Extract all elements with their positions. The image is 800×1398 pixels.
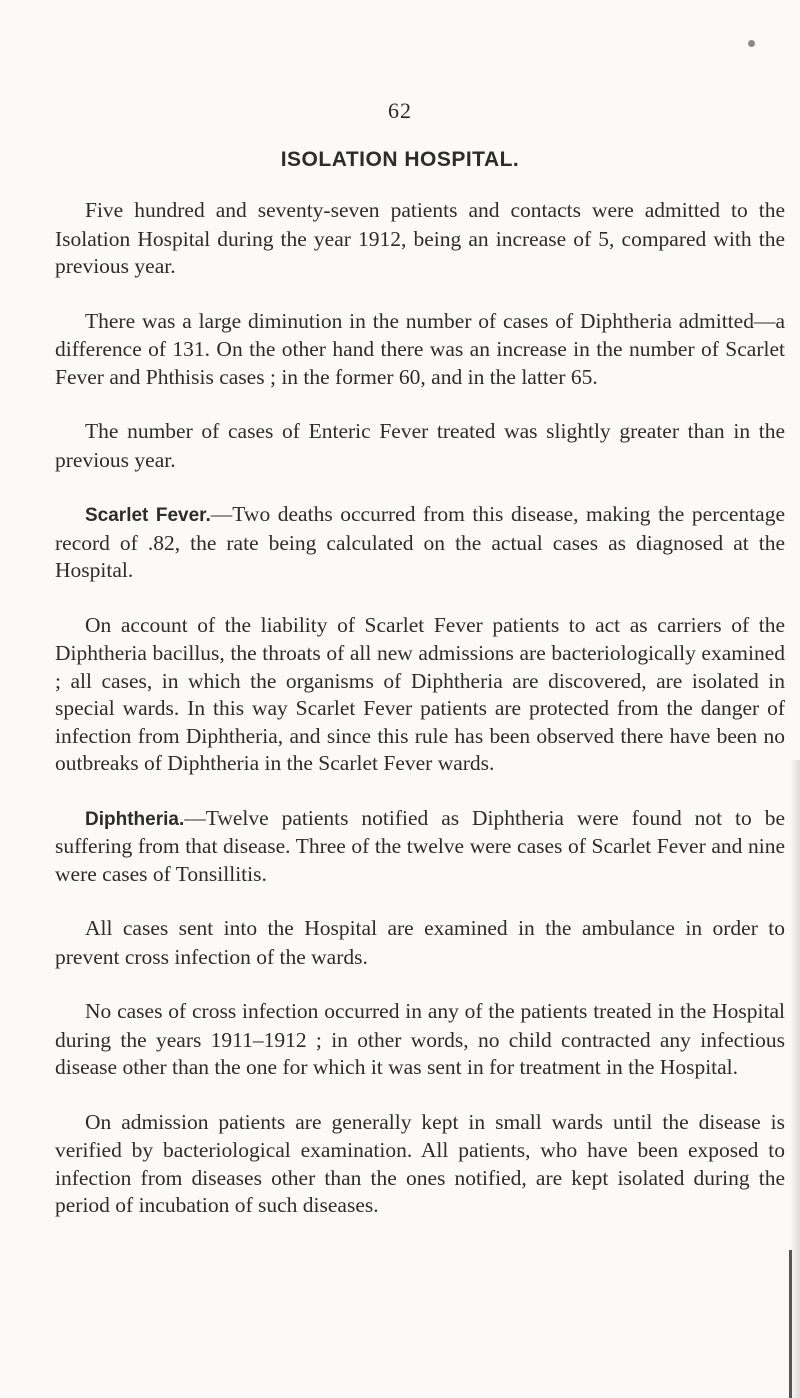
paragraph-text: All cases sent into the Hospital are examined in the ambulance in order to prevent cross infection of the wards. (55, 916, 785, 969)
paragraph (55, 612, 785, 778)
paragraph-lead: Scarlet Fever. (85, 505, 211, 526)
paragraph (55, 308, 785, 392)
paragraph (55, 1109, 785, 1220)
page-edge-line (789, 1250, 792, 1398)
paragraph (55, 197, 785, 281)
ink-speck (748, 40, 755, 47)
paragraph-text: —Two deaths occurred from this disease, making the percentage record of .82, the rate being calculated on the actual cases as diagnosed at the Hospital. (55, 502, 785, 582)
paragraph (55, 501, 785, 585)
page-number: 62 (388, 98, 412, 123)
paragraph-text: On admission patients are generally kept in small wards until the disease is verified by bacteriological examination. All patients, who have been exposed to infection from diseases other than the ones notified, are kept isolated during the period of incubation of such diseases. (55, 1109, 785, 1217)
paragraph (55, 998, 785, 1082)
paragraph (55, 915, 785, 971)
body-text (55, 197, 785, 1247)
paragraph-text: The number of cases of Enteric Fever treated was slightly greater than in the previous year. (55, 419, 785, 472)
paragraph-text: Five hundred and seventy-seven patients and contacts were admitted to the Isolation Hospital during the year 1912, being an increase of 5, compared with the previous year. (55, 198, 785, 278)
paragraph-text: No cases of cross infection occurred in any of the patients treated in the Hospital during the years 1911–1912 ; in other words, no child contracted any infectious disease other than the one for which it was sent in for treatment in the Hospital. (55, 999, 785, 1079)
paragraph-lead: Diphtheria. (85, 808, 185, 830)
paragraph (55, 418, 785, 474)
paragraph-text: —Twelve patients notified as Diphtheria were found not to be suffering from that disease. Three of the twelve were cases of Scarlet Fever and nine were cases of Tonsillitis. (55, 805, 785, 886)
paragraph (55, 805, 785, 889)
paragraph-text: On account of the liability of Scarlet Fever patients to act as carriers of the Diphtheria bacillus, the throats of all new admissions are bacteriologically examined ; all cases, in which the organisms of Diphtheria are discovered, are isolated in special wards. In this way Scarlet Fever patients are protected from the danger of infection from Diphtheria, and since this rule has been observed there have been no outbreaks of Diphtheria in the Scarlet Fever wards. (55, 612, 785, 775)
paragraph-text: There was a large diminution in the number of cases of Diphtheria admitted—a difference of 131. On the other hand there was an increase in the number of Scarlet Fever and Phthisis cases ; in the former 60, and in the latter 65. (55, 308, 785, 389)
page-title: ISOLATION HOSPITAL. (280, 148, 520, 171)
